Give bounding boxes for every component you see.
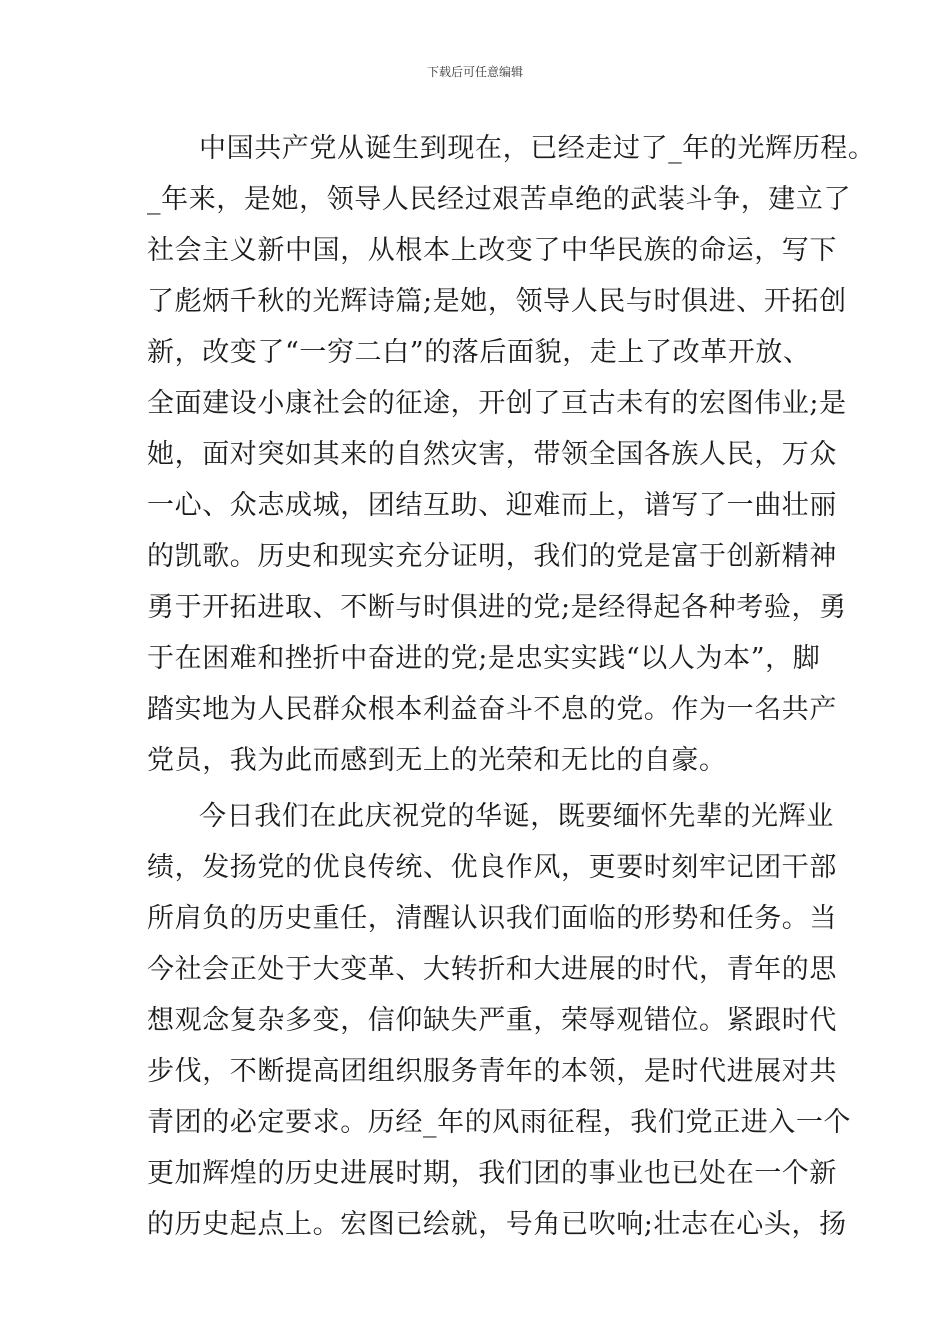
paragraph-line: 中国共产党从诞生到现在，已经走过了_年的光辉历程。 — [199, 133, 876, 164]
paragraph-1 — [147, 123, 876, 786]
paragraph-line: 了彪炳千秋的光辉诗篇;是她，领导人民与时俱进、开拓创 — [147, 286, 847, 317]
paragraph-line: 今日我们在此庆祝党的华诞，既要缅怀先辈的光辉业 — [199, 801, 834, 832]
paragraph-line: 今社会正处于大变革、大转折和大进展的时代，青年的思 — [147, 954, 837, 985]
page-header-note: 下载后可任意编辑 — [426, 65, 523, 79]
paragraph-line: 一心、众志成城，团结互助、迎难而上，谱写了一曲壮丽 — [147, 490, 837, 521]
paragraph-line: 踏实地为人民群众根本利益奋斗不息的党。作为一名共产 — [147, 694, 837, 725]
paragraph-line: 于在困难和挫折中奋进的党;是忠实实践“以人为本”，脚 — [147, 643, 821, 674]
paragraph-line: 党员，我为此而感到无上的光荣和无比的自豪。 — [147, 745, 727, 776]
paragraph-line: 的历史起点上。宏图已绘就，号角已吹响;壮志在心头，扬 — [147, 1209, 847, 1240]
paragraph-line: 青团的必定要求。历经_年的风雨征程，我们党正进入一个 — [147, 1107, 852, 1138]
document-body — [147, 123, 876, 1250]
paragraph-line: 绩，发扬党的优良传统、优良作风，更要时刻牢记团干部 — [147, 852, 837, 883]
paragraph-line: 勇于开拓进取、不断与时俱进的党;是经得起各种考验，勇 — [147, 592, 847, 623]
paragraph-2 — [147, 791, 852, 1250]
paragraph-line: 想观念复杂多变，信仰缺失严重，荣辱观错位。紧跟时代 — [147, 1005, 837, 1036]
paragraph-line: _年来，是她，领导人民经过艰苦卓绝的武装斗争，建立了 — [147, 184, 852, 215]
paragraph-line: 新，改变了“一穷二白”的落后面貌，走上了改革开放、 — [147, 337, 811, 368]
paragraph-line: 她，面对突如其来的自然灾害，带领全国各族人民，万众 — [147, 439, 837, 470]
paragraph-line: 的凯歌。历史和现实充分证明，我们的党是富于创新精神 — [147, 541, 837, 572]
paragraph-line: 所肩负的历史重任，清醒认识我们面临的形势和任务。当 — [147, 903, 837, 934]
paragraph-line: 更加辉煌的历史进展时期，我们团的事业也已处在一个新 — [147, 1158, 837, 1189]
paragraph-line: 社会主义新中国，从根本上改变了中华民族的命运，写下 — [147, 235, 837, 266]
paragraph-line: 全面建设小康社会的征途，开创了亘古未有的宏图伟业;是 — [147, 388, 847, 419]
paragraph-line: 步伐，不断提高团组织服务青年的本领，是时代进展对共 — [147, 1056, 837, 1087]
